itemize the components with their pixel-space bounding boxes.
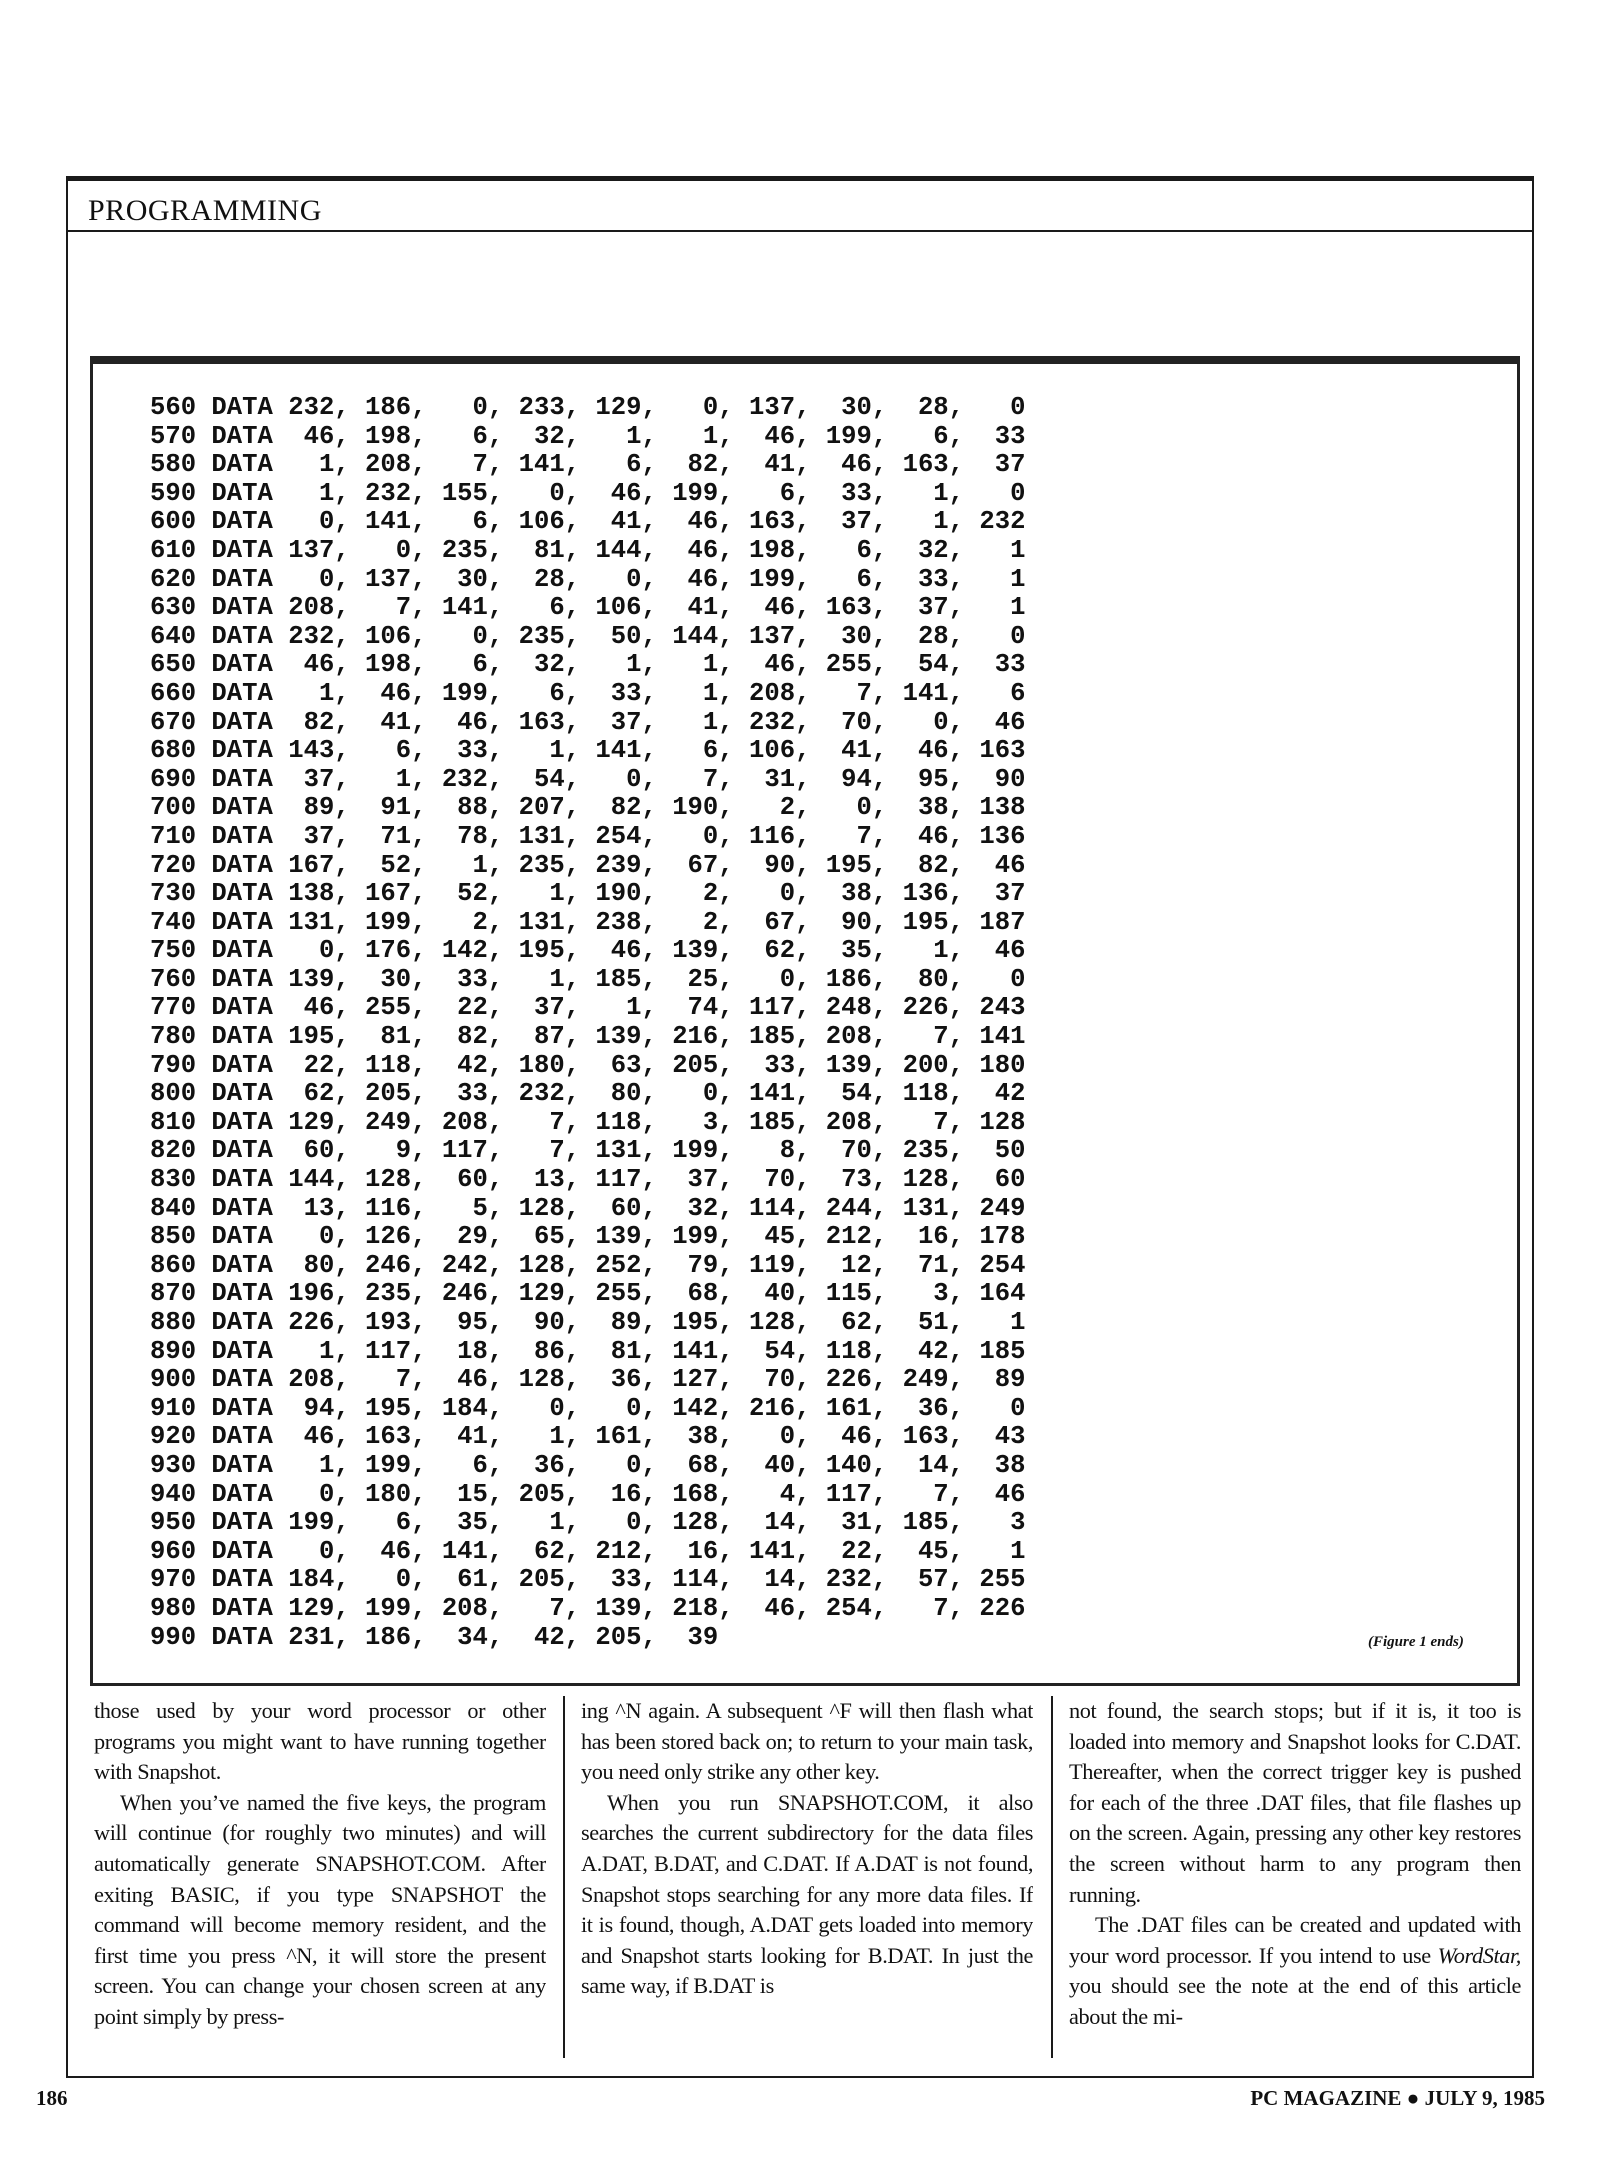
paragraph: When you run SNAPSHOT.COM, it also searches the current subdirectory for the data files A.DAT, B.DAT, and C.DAT. If A.DAT is not found, Snapshot stops searching for any more data files. If it is found, though, A.DAT gets loaded into memory and Snapshot starts looking for B.DAT. In just the same way, if B.DAT is — [581, 1789, 1033, 1999]
listing-line: 680 DATA 143, 6, 33, 1, 141, 6, 106, 41, 46, 163 — [150, 736, 1026, 766]
column-divider — [563, 1696, 565, 2058]
listing-line: 810 DATA 129, 249, 208, 7, 118, 3, 185, 208, 7, 128 — [150, 1107, 1026, 1137]
paragraph — [1069, 1910, 1521, 2032]
product-name: WordStar, — [1437, 1942, 1521, 1968]
listing-line: 880 DATA 226, 193, 95, 90, 89, 195, 128, 62, 51, 1 — [150, 1308, 1026, 1337]
listing-line: 930 DATA 1, 199, 6, 36, 0, 68, 40, 140, 14, 38 — [150, 1450, 1026, 1480]
listing-line: 560 DATA 232, 186, 0, 233, 129, 0, 137, 30, 28, 0 — [150, 393, 1026, 422]
paragraph: ing ^N again. A subsequent ^F will then flash what has been stored back on; to return to your main task, you need only strike any other key. — [581, 1698, 1033, 1785]
paragraph: those used by your word processor or other programs you might want to have running together with Snapshot. — [94, 1698, 546, 1785]
paragraph: not found, the search stops; but if it is, it too is loaded into memory and Snapshot looks for C.DAT. Thereafter, when the correct trigger key is pushed for each of the three .DAT files, that file flashes up on the screen. Again, pressing any other key restores the screen without harm to any program then running. — [1069, 1698, 1521, 1907]
listing-line: 950 DATA 199, 6, 35, 1, 0, 128, 14, 31, 185, 3 — [150, 1508, 1026, 1538]
listing-line: 760 DATA 139, 30, 33, 1, 185, 25, 0, 186, 80, 0 — [150, 964, 1026, 994]
listing-line: 690 DATA 37, 1, 232, 54, 0, 7, 31, 94, 95, 90 — [150, 764, 1026, 794]
column-divider — [1051, 1696, 1053, 2058]
listing-line: 830 DATA 144, 128, 60, 13, 117, 37, 70, 73, 128, 60 — [150, 1165, 1026, 1195]
listing-line: 770 DATA 46, 255, 22, 37, 1, 74, 117, 248, 226, 243 — [150, 993, 1026, 1023]
listing-line: 960 DATA 0, 46, 141, 62, 212, 16, 141, 22, 45, 1 — [150, 1536, 1026, 1566]
listing-line: 750 DATA 0, 176, 142, 195, 46, 139, 62, 35, 1, 46 — [150, 936, 1026, 966]
basic-data-listing — [150, 394, 1025, 1652]
listing-line: 900 DATA 208, 7, 46, 128, 36, 127, 70, 226, 249, 89 — [150, 1365, 1026, 1395]
listing-line: 640 DATA 232, 106, 0, 235, 50, 144, 137, 30, 28, 0 — [150, 621, 1026, 651]
listing-line: 700 DATA 89, 91, 88, 207, 82, 190, 2, 0, 38, 138 — [150, 793, 1026, 823]
article-column-3 — [1069, 1696, 1521, 2068]
paragraph-text: you should see the note at the end of this article about the mi- — [1069, 1973, 1521, 2029]
listing-line: 790 DATA 22, 118, 42, 180, 63, 205, 33, 139, 200, 180 — [150, 1050, 1026, 1080]
section-title: PROGRAMMING — [88, 194, 322, 227]
listing-line: 870 DATA 196, 235, 246, 129, 255, 68, 40, 115, 3, 164 — [150, 1279, 1026, 1309]
article-column-2 — [581, 1696, 1033, 2068]
listing-line: 710 DATA 37, 71, 78, 131, 254, 0, 116, 7, 46, 136 — [150, 821, 1026, 851]
listing-line: 890 DATA 1, 117, 18, 86, 81, 141, 54, 118, 42, 185 — [150, 1336, 1026, 1366]
listing-line: 940 DATA 0, 180, 15, 205, 16, 168, 4, 117, 7, 46 — [150, 1479, 1026, 1509]
paragraph: When you’ve named the five keys, the program will continue (for roughly two minutes) and will automatically generate SNAPSHOT.COM. After exiting BASIC, if you type SNAPSHOT the command will become memory resident, and the first time you press ^N, it will store the present screen. You can change your chosen screen at any point simply by press- — [94, 1789, 546, 2029]
paragraph-text: The .DAT files can be created and updated with your word processor. If you intend to use — [1069, 1912, 1521, 1968]
listing-line: 730 DATA 138, 167, 52, 1, 190, 2, 0, 38, 136, 37 — [150, 879, 1026, 909]
listing-line: 860 DATA 80, 246, 242, 128, 252, 79, 119, 12, 71, 254 — [150, 1250, 1026, 1280]
listing-line: 740 DATA 131, 199, 2, 131, 238, 2, 67, 90, 195, 187 — [150, 907, 1026, 937]
listing-line: 570 DATA 46, 198, 6, 32, 1, 1, 46, 199, 6, 33 — [150, 421, 1026, 451]
listing-line: 660 DATA 1, 46, 199, 6, 33, 1, 208, 7, 141, 6 — [150, 678, 1026, 708]
listing-line: 630 DATA 208, 7, 141, 6, 106, 41, 46, 163, 37, 1 — [150, 593, 1026, 623]
listing-line: 610 DATA 137, 0, 235, 81, 144, 46, 198, 6, 32, 1 — [150, 535, 1026, 565]
listing-line: 650 DATA 46, 198, 6, 32, 1, 1, 46, 255, 54, 33 — [150, 650, 1026, 680]
listing-line: 670 DATA 82, 41, 46, 163, 37, 1, 232, 70, 0, 46 — [150, 707, 1026, 737]
listing-line: 800 DATA 62, 205, 33, 232, 80, 0, 141, 54, 118, 42 — [150, 1079, 1026, 1109]
article-column-1 — [94, 1696, 546, 2068]
publication-line: PC MAGAZINE ● JULY 9, 1985 — [1250, 2086, 1545, 2110]
listing-line: 590 DATA 1, 232, 155, 0, 46, 199, 6, 33, 1, 0 — [150, 478, 1026, 508]
listing-line: 780 DATA 195, 81, 82, 87, 139, 216, 185, 208, 7, 141 — [150, 1022, 1026, 1052]
page-number: 186 — [36, 2086, 68, 2110]
listing-line: 980 DATA 129, 199, 208, 7, 139, 218, 46, 254, 7, 226 — [150, 1593, 1026, 1623]
listing-line: 990 DATA 231, 186, 34, 42, 205, 39 — [150, 1622, 719, 1652]
listing-line: 580 DATA 1, 208, 7, 141, 6, 82, 41, 46, 163, 37 — [150, 450, 1026, 480]
listing-line: 720 DATA 167, 52, 1, 235, 239, 67, 90, 195, 82, 46 — [150, 850, 1026, 880]
listing-line: 820 DATA 60, 9, 117, 7, 131, 199, 8, 70, 235, 50 — [150, 1136, 1026, 1166]
listing-line: 970 DATA 184, 0, 61, 205, 33, 114, 14, 232, 57, 255 — [150, 1565, 1026, 1595]
listing-line: 620 DATA 0, 137, 30, 28, 0, 46, 199, 6, 33, 1 — [150, 564, 1026, 594]
listing-line: 910 DATA 94, 195, 184, 0, 0, 142, 216, 161, 36, 0 — [150, 1393, 1026, 1423]
listing-line: 840 DATA 13, 116, 5, 128, 60, 32, 114, 244, 131, 249 — [150, 1193, 1026, 1223]
listing-line: 920 DATA 46, 163, 41, 1, 161, 38, 0, 46, 163, 43 — [150, 1422, 1026, 1452]
listing-line: 600 DATA 0, 141, 6, 106, 41, 46, 163, 37, 1, 232 — [150, 507, 1026, 537]
section-header — [68, 180, 1532, 232]
figure-caption: (Figure 1 ends) — [1368, 1634, 1464, 1650]
listing-line: 850 DATA 0, 126, 29, 65, 139, 199, 45, 212, 16, 178 — [150, 1222, 1026, 1252]
